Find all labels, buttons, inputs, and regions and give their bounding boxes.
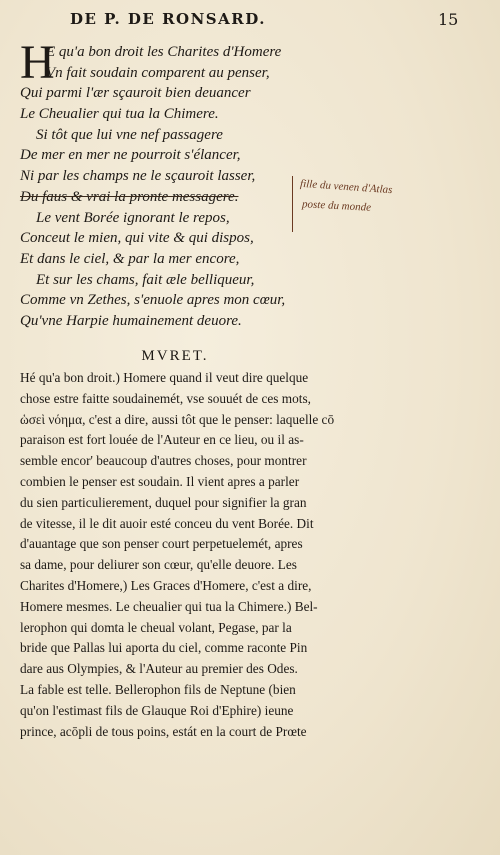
commentary-line: paraison est fort louée de l'Auteur en ce lieu, ou il as- — [20, 432, 304, 448]
verse-line: Le vent Borée ignorant le repos, — [36, 209, 230, 226]
commentary-title: MVRET. — [141, 348, 209, 364]
commentary-line: Charites d'Homere,) Les Graces d'Homere, c'est a dire, — [20, 577, 312, 593]
commentary-line: prince, acōpli de tous poins, estát en la court de Prœte — [20, 723, 307, 739]
verse-line: Ni par les champs ne le sçauroit lasser, — [20, 168, 256, 185]
verse-line: Qu'vne Harpie humainement deuore. — [20, 312, 242, 329]
verse-line: Conceut le mien, qui vite & qui dispos, — [20, 230, 254, 247]
commentary-line: combien le penser est soudain. Il vient apres a parler — [20, 473, 300, 489]
verse-line: Et sur les chams, fait æle belliqueur, — [36, 271, 255, 288]
verse-line-struck: Du faus & vrai la pronte messagere. — [20, 188, 239, 205]
commentary-line: dare aus Olympies, & l'Auteur au premier des Odes. — [20, 661, 298, 677]
verse-line: E qu'a bon droit les Charites d'Homere — [46, 44, 282, 60]
commentary-line: lerophon qui domta le cheual volant, Pegase, par la — [20, 619, 292, 635]
drop-cap: H — [20, 36, 55, 89]
commentary-line: Hé qu'a bon droit.) Homere quand il veut dire quelque — [20, 370, 309, 385]
running-header: DE P. DE RONSARD. — [70, 10, 266, 28]
commentary-line: ὡσεὶ νόημα, c'est a dire, aussi tôt que le penser: laquelle cō — [20, 411, 335, 427]
commentary-line: du sien particulierement, duquel pour signifier la gran — [20, 494, 307, 510]
commentary-line: de vitesse, il le dit auoir esté conceu du vent Borée. Dit — [20, 515, 314, 531]
commentary-body — [20, 368, 392, 742]
verse-line: Le Cheualier qui tua la Chimere. — [20, 106, 219, 123]
commentary-line: qu'on l'estimast fils de Glauque Roi d'Ephire) ieune — [20, 702, 294, 718]
commentary-line: La fable est telle. Bellerophon fils de Neptune (bien — [20, 681, 296, 697]
handwritten-annotation: fille du venen d'Atlas — [299, 177, 393, 197]
verse-line: Vn fait soudain comparent au penser, — [46, 64, 270, 81]
commentary-line: sa dame, pour deliurer son cœur, qu'elle deuore. Les — [20, 557, 297, 573]
verse-line: Et dans le ciel, & par la mer encore, — [20, 250, 240, 267]
verse-line: Si tôt que lui vne nef passagere — [36, 126, 223, 143]
commentary-line: d'auantage que son penser court perpetuelemét, apres — [20, 536, 303, 552]
commentary-line: chose estre faitte soudainemét, vse souuét de ces mots, — [20, 390, 311, 406]
verse-line: Comme vn Zethes, s'enuole apres mon cœur, — [20, 292, 286, 309]
verse-line: De mer en mer ne pourroit s'élancer, — [20, 147, 241, 164]
commentary-line: semble encor' beaucoup d'autres choses, pour montrer — [20, 453, 307, 469]
commentary-line: bride que Pallas lui aporta du ciel, comme raconte Pin — [20, 640, 308, 656]
handwritten-annotation: poste du monde — [301, 198, 372, 214]
verse-line: Qui parmi l'ær sçauroit bien deuancer — [20, 85, 251, 102]
commentary-line: Homere mesmes. Le cheualier qui tua la Chimere.) Bel- — [20, 598, 318, 614]
page-number: 15 — [438, 10, 459, 29]
